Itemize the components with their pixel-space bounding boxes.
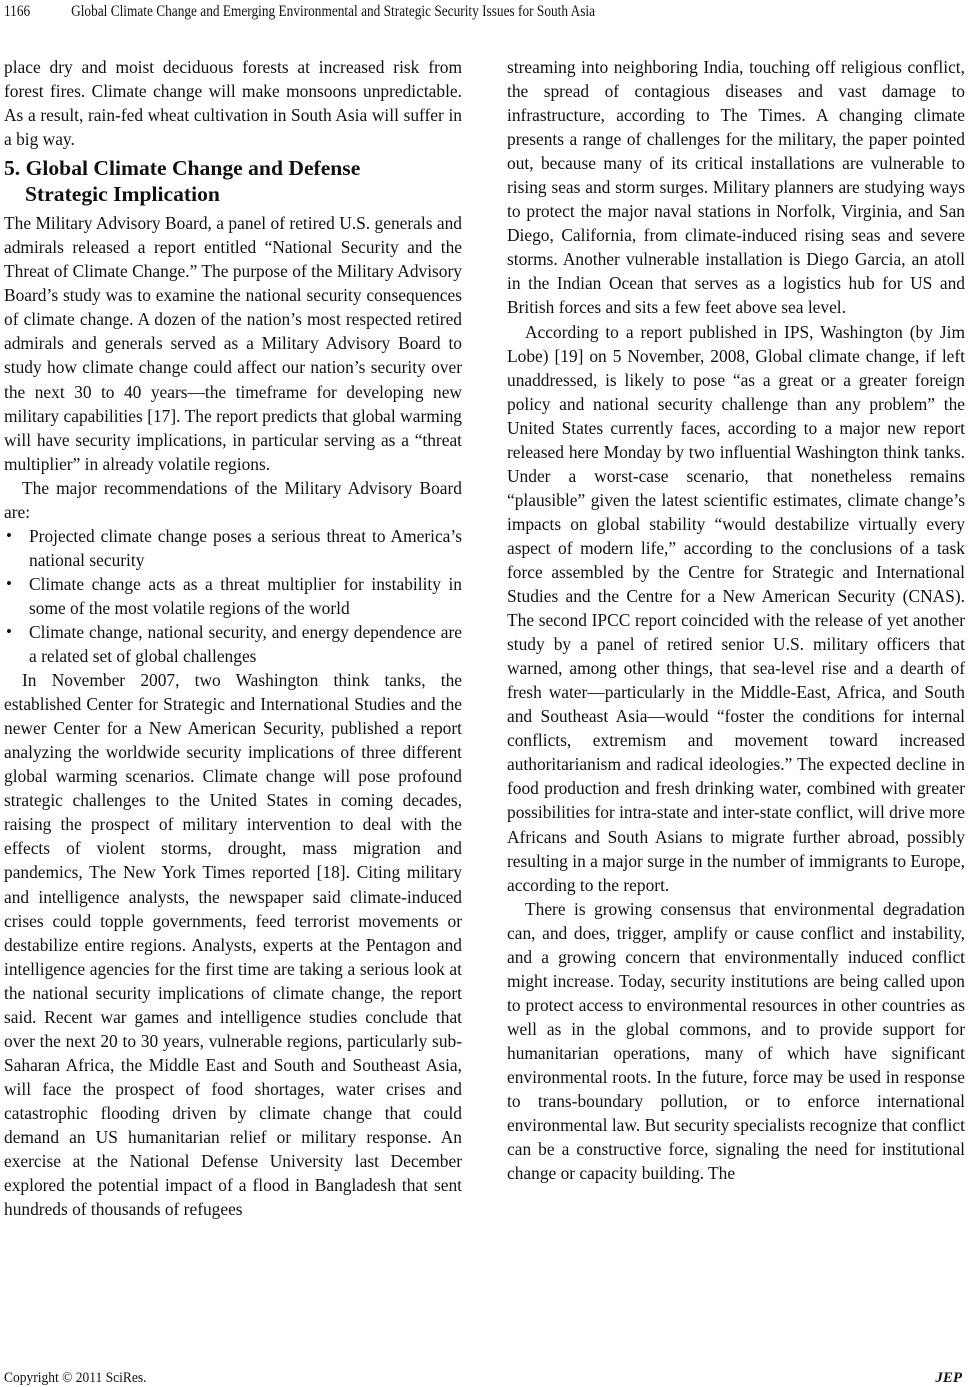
section-heading bbox=[4, 155, 462, 207]
right-column bbox=[507, 55, 965, 1185]
journal-abbreviation: JEP bbox=[935, 1370, 962, 1386]
continuation-paragraph: streaming into neighboring India, touching off religious conflict, the spread of contagious diseases and vast damage to infrastructure, according to The Times. A changing climate presents a range of challenges for the military, the paper pointed out, because many of its critical installations are vulnerable to rising seas and storm surges. Military planners are studying ways to protect the major naval stations in Norfolk, Virginia, and San Diego, California, from climate-induced rising seas and severe storms. Another vulnerable installation is Diego Garcia, an atoll in the Indian Ocean that serves as a logistics hub for US and British forces and sits a few feet above sea level. bbox=[507, 57, 965, 318]
body-paragraph: The Military Advisory Board, a panel of retired U.S. generals and admirals released a report entitled “National Security and the Threat of Climate Change.” The purpose of the Military Advisory Board’s study was to examine the national security consequences of climate change. A dozen of the nation’s most respected retired admirals and generals served as a Military Advisory Board to study how climate change could affect our nation’s security over the next 30 to 40 years—the timeframe for developing new military capabilities [17]. The report predicts that global warming will have security implications, in particular serving as a “threat multiplier” in already volatile regions. bbox=[4, 213, 462, 474]
bullet-icon: • bbox=[6, 525, 12, 545]
body-paragraph: There is growing consensus that environmental degradation can, and does, trigger, amplify or cause conflict and instability, and a growing concern that environmentally induced conflict might increase. Today, security institutions are being called upon to protect access to environmental resources in other countries as well as in the global commons, and to provide support for humanitarian operations, many of which have significant environmental roots. In the future, force may be used in response to trans-boundary pollution, or to enforce international environmental law. But security specialists recognize that conflict can be a constructive force, signaling the need for institutional change or capacity building. The bbox=[507, 898, 965, 1184]
bullet-icon: • bbox=[6, 621, 12, 641]
left-column bbox=[4, 55, 462, 1221]
list-item bbox=[4, 572, 462, 620]
running-title: Global Climate Change and Emerging Environmental and Strategic Security Issues for South Asia bbox=[71, 3, 596, 20]
list-item bbox=[4, 524, 462, 572]
list-item bbox=[4, 620, 462, 668]
list-item-text: Climate change, national security, and energy dependence are a related set of global challenges bbox=[29, 621, 462, 667]
running-header bbox=[4, 2, 830, 24]
section-heading-line1: 5. Global Climate Change and Defense bbox=[4, 156, 361, 181]
list-item-text: Climate change acts as a threat multiplier for instability in some of the most volatile regions of the world bbox=[29, 573, 462, 618]
body-paragraph: The major recommendations of the Military Advisory Board are: bbox=[4, 477, 462, 522]
page-footer bbox=[4, 1369, 964, 1387]
body-paragraph: According to a report published in IPS, Washington (by Jim Lobe) [19] on 5 November, 2008, Global climate change, if left unaddressed, is likely to pose “as a great or a greater foreign policy and national security challenge than any problem” the United States currently faces, according to a major new report released here Monday by two influential Washington think tanks. Under a worst-case scenario, that nonetheless remains “plausible” given the latest scientific estimates, climate change’s impacts on global stability “would destabilize virtually every aspect of modern life,” according to the conclusions of a task force assembled by the Centre for Strategic and International Studies and the Centre for a New American Security (CNAS). The second IPCC report coincided with the release of yet another study by a panel of retired senior U.S. military officers that warned, among other things, that sea-level rise and a dearth of fresh water—particularly in the Middle-East, Africa, and South and Southeast Asia—would “foster the conditions for internal conflicts, extremism and movement toward increased authoritarianism and radical ideologies.” The expected decline in food production and fresh drinking water, combined with greater possibilities for intra-state and inter-state conflict, will drive more Africans and South Asians to migrate further abroad, possibly resulting in a major surge in the number of immigrants to Europe, according to the report. bbox=[507, 321, 965, 895]
section-heading-line2: Strategic Implication bbox=[25, 182, 220, 207]
list-item-text: Projected climate change poses a serious threat to America’s national security bbox=[29, 525, 462, 570]
body-paragraph: In November 2007, two Washington think tanks, the established Center for Strategic and International Studies and the newer Center for a New American Security, published a report analyzing the worldwide security implications of three different global warming scenarios. Climate change will pose profound strategic challenges to the United States in coming decades, raising the prospect of military intervention to deal with the effects of violent storms, drought, mass migration and pandemics, The New York Times reported [18]. Citing military and intelligence analysts, the newspaper said climate-induced crises could topple governments, feed terrorist movements or destabilize entire regions. Analysts, experts at the Pentagon and intelligence agencies for the first time are taking a serious look at the national security implications of climate change, the report said. Recent war games and intelligence studies conclude that over the next 20 to 30 years, vulnerable regions, particularly sub-Saharan Africa, the Middle East and South and Southeast Asia, will face the prospect of food shortages, water crises and catastrophic flooding driven by climate change that could demand an US humanitarian relief or military response. An exercise at the National Defense University last December explored the potential impact of a flood in Bangladesh that sent hundreds of thousands of refugees bbox=[4, 670, 462, 1220]
recommendations-list bbox=[4, 524, 462, 668]
page-number: 1166 bbox=[4, 3, 31, 20]
bullet-icon: • bbox=[6, 573, 12, 593]
copyright-notice: Copyright © 2011 SciRes. bbox=[4, 1370, 147, 1386]
continuation-paragraph: place dry and moist deciduous forests at increased risk from forest fires. Climate change will make monsoons unpredictable. As a result, rain-fed wheat cultivation in South Asia will suffer in a big way. bbox=[4, 57, 462, 150]
